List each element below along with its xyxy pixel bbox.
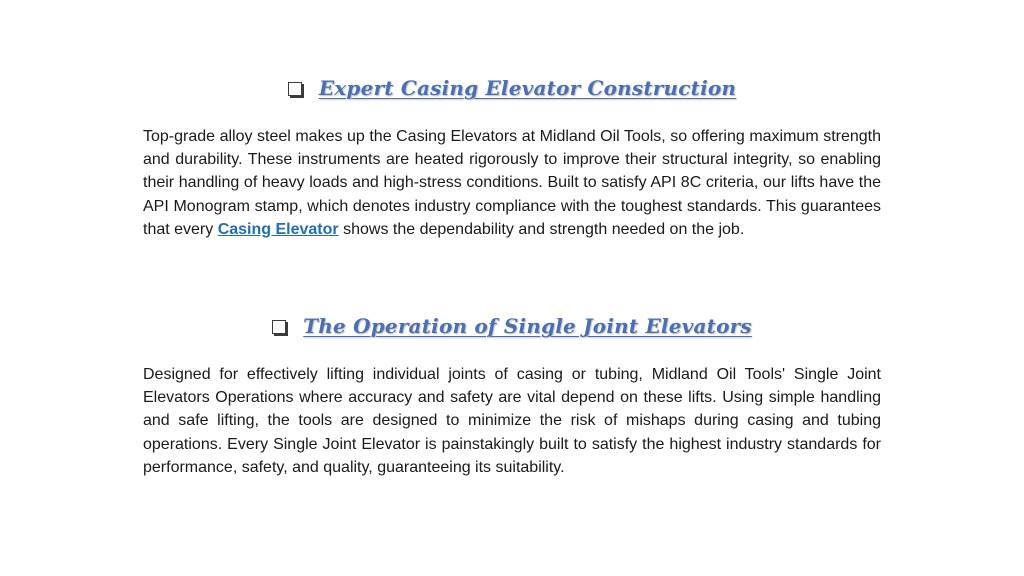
checkbox-square-icon — [288, 82, 302, 96]
checkbox-square-icon — [272, 320, 286, 334]
section-heading-casing-construction — [0, 76, 1024, 100]
heading-text: Expert Casing Elevator Construction — [318, 76, 737, 100]
section-heading-single-joint-operation — [0, 314, 1024, 338]
paragraph-text-after-link: shows the dependability and strength needed on the job. — [338, 220, 745, 238]
paragraph-single-joint-operation: Designed for effectively lifting individual joints of casing or tubing, Midland Oil Tools' Single Joint Elevators Operations where accuracy and safety are vital depend on these lifts. Using simple handling and safe lifting, the tools are designed to minimize the risk of mishaps during casing and tubing operations. Every Single Joint Elevator is painstakingly built to satisfy the highest industry standards for performance, safety, and quality, guaranteeing its suitability. — [143, 366, 881, 476]
paragraph-text-before-link: Top-grade alloy steel makes up the Casing Elevators at Midland Oil Tools, so offering maximum strength and durability. These instruments are heated rigorously to improve their structural integrity, so enabling their handling of heavy loads and high-stress conditions. Built to satisfy API 8C criteria, our lifts have the API Monogram stamp, which denotes industry compliance with the toughest standards. This guarantees that every — [143, 128, 881, 238]
casing-elevator-link[interactable]: Casing Elevator — [217, 220, 339, 238]
paragraph-casing-construction — [143, 125, 881, 241]
heading-text: The Operation of Single Joint Elevators — [303, 314, 752, 338]
